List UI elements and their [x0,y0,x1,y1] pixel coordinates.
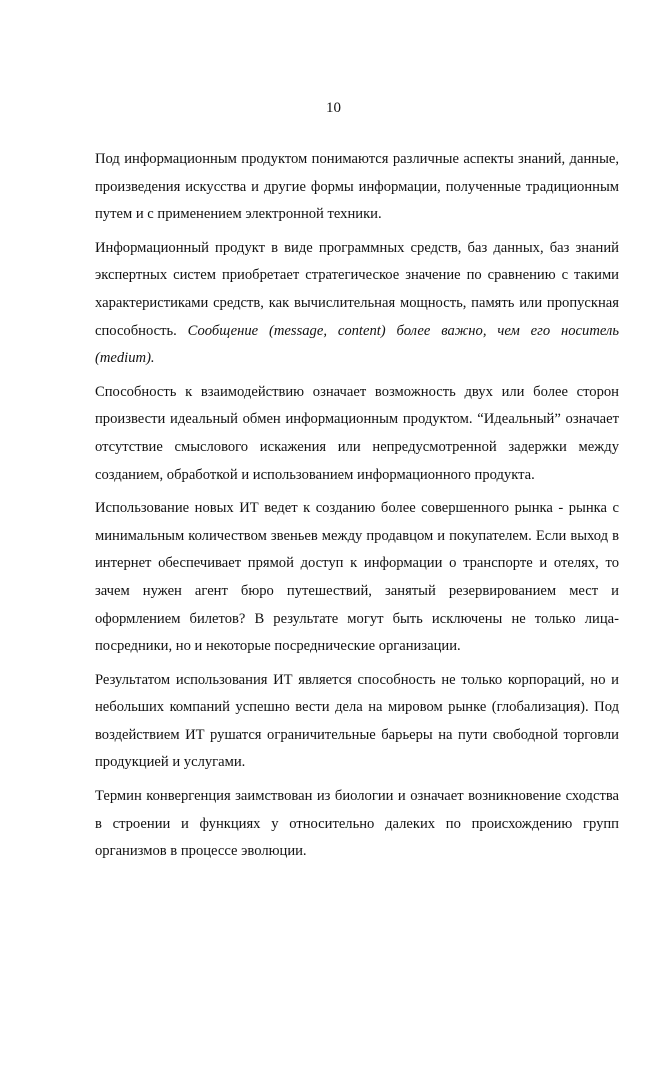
paragraph-5 [95,667,619,777]
paragraph-1-text: Под информационным продуктом понимаются различные аспекты знаний, данные, произведения искусства и другие формы информации, полученные традиционным путем и с применением электронной техники. [95,151,619,223]
paragraph-2 [95,235,619,373]
paragraph-5-text: Результатом использования ИТ является способность не только корпораций, но и небольших компаний успешно вести дела на мировом рынке (глобализация). Под воздействием ИТ рушатся ограничительные барьеры на пути свободной торговли продукцией и услугами. [95,671,619,771]
paragraph-6 [95,783,619,866]
paragraph-2-italic: Сообщение (message, content) более важно, чем его носитель (medium). [95,322,619,367]
page-number: 10 [326,100,341,116]
paragraph-6-text: Термин конвергенция заимствован из биологии и означает возникновение сходства в строении и функциях у относительно далеких по происхождению групп организмов в процессе эволюции. [95,788,619,860]
paragraph-1 [95,146,619,229]
body-text [95,146,619,872]
paragraph-4-text: Использование новых ИТ ведет к созданию более совершенного рынка - рынка с минимальным количеством звеньев между продавцом и покупателем. Если выход в интернет обеспечивает прямой доступ к информации о транспорте и отелях, то зачем нужен агент бюро путешествий, занятый резервированием мест и оформлением билетов? В результате могут быть исключены не только лица-посредники, но и некоторые посреднические организации. [95,500,619,655]
paragraph-4 [95,495,619,661]
paragraph-2-text: Информационный продукт в виде программных средств, баз данных, баз знаний экспертных систем приобретает стратегическое значение по сравнению с такими характеристиками средств, как вычислительная мощность, память или пропускная способность. [95,239,619,339]
paragraph-3 [95,379,619,489]
paragraph-3-text: Способность к взаимодействию означает возможность двух или более сторон произвести идеальный обмен информационным продуктом. “Идеальный” означает отсутствие смыслового искажения или непредусмотренной задержки между созданием, обработкой и использованием информационного продукта. [95,383,619,483]
